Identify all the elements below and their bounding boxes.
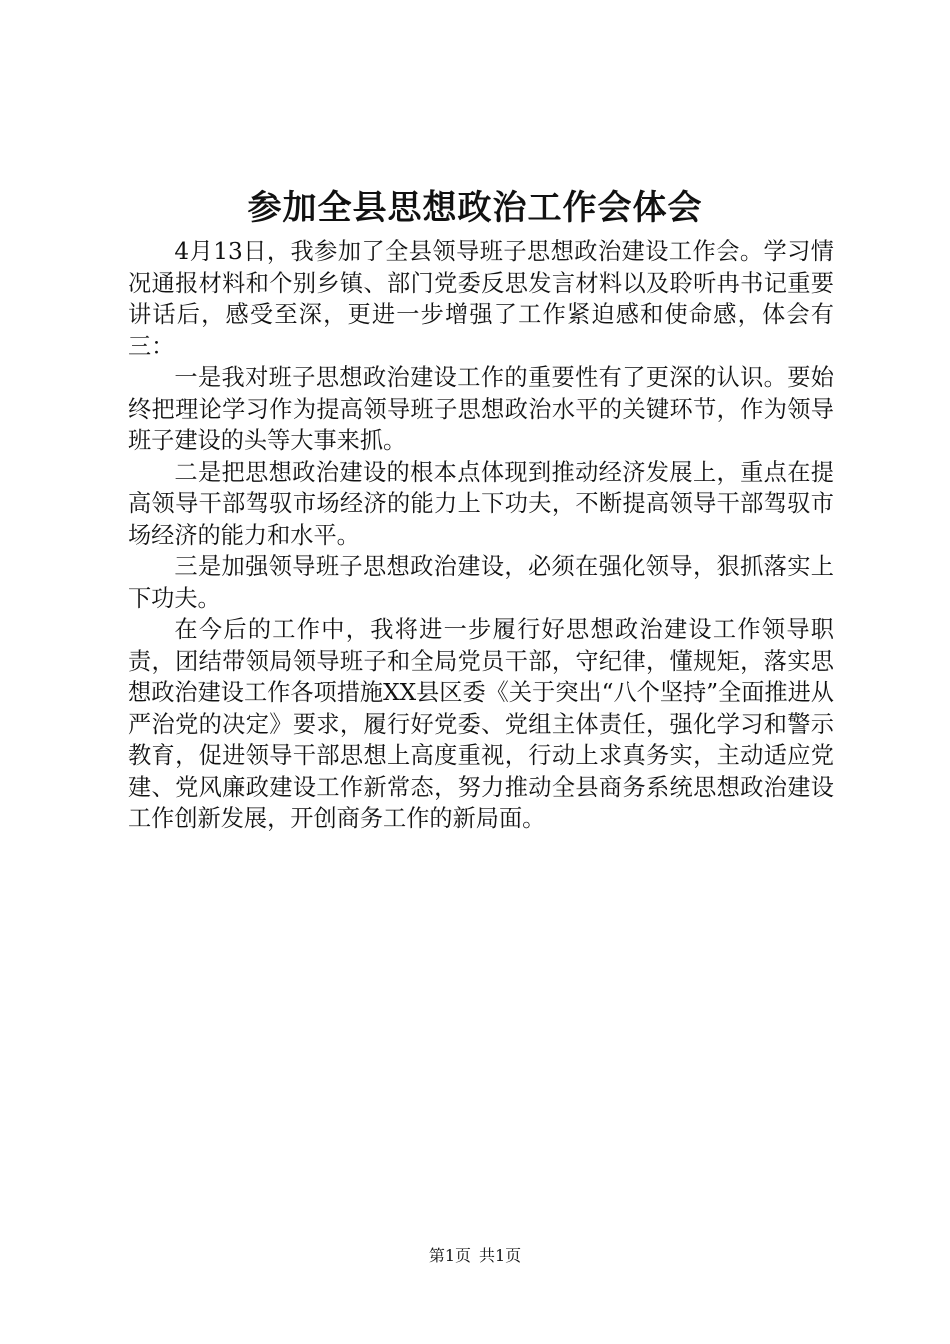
- page-number-total: 共1页: [479, 1246, 522, 1265]
- page-footer: [0, 1244, 950, 1268]
- document-title: 参加全县思想政治工作会体会: [247, 188, 703, 228]
- paragraph-point-two: 二是把思想政治建设的根本点体现到推动经济发展上，重点在提高领导干部驾驭市场经济的能力上下功夫，不断提高领导干部驾驭市场经济的能力和水平。: [128, 458, 834, 549]
- paragraph-conclusion: 在今后的工作中，我将进一步履行好思想政治建设工作领导职责，团结带领局领导班子和全局党员干部，守纪律，懂规矩，落实思想政治建设工作各项措施XX县区委《关于突出“八个坚持”全面推进从严治党的决定》要求，履行好党委、党组主体责任，强化学习和警示教育，促进领导干部思想上高度重视，行动上求真务实，主动适应党建、党风廉政建设工作新常态，努力推动全县商务系统思想政治建设工作创新发展，开创商务工作的新局面。: [128, 616, 834, 832]
- document-body: [128, 236, 834, 835]
- paragraph-point-one: 一是我对班子思想政治建设工作的重要性有了更深的认识。要始终把理论学习作为提高领导班子思想政治水平的关键环节，作为领导班子建设的头等大事来抓。: [128, 364, 834, 454]
- page-number-current: 第1页: [428, 1246, 471, 1265]
- paragraph-intro: 4月13日，我参加了全县领导班子思想政治建设工作会。学习情况通报材料和个别乡镇、部门党委反思发言材料以及聆听冉书记重要讲话后，感受至深，更进一步增强了工作紧迫感和使命感，体会有三：: [128, 238, 834, 360]
- paragraph-point-three: 三是加强领导班子思想政治建设，必须在强化领导，狠抓落实上下功夫。: [128, 553, 834, 612]
